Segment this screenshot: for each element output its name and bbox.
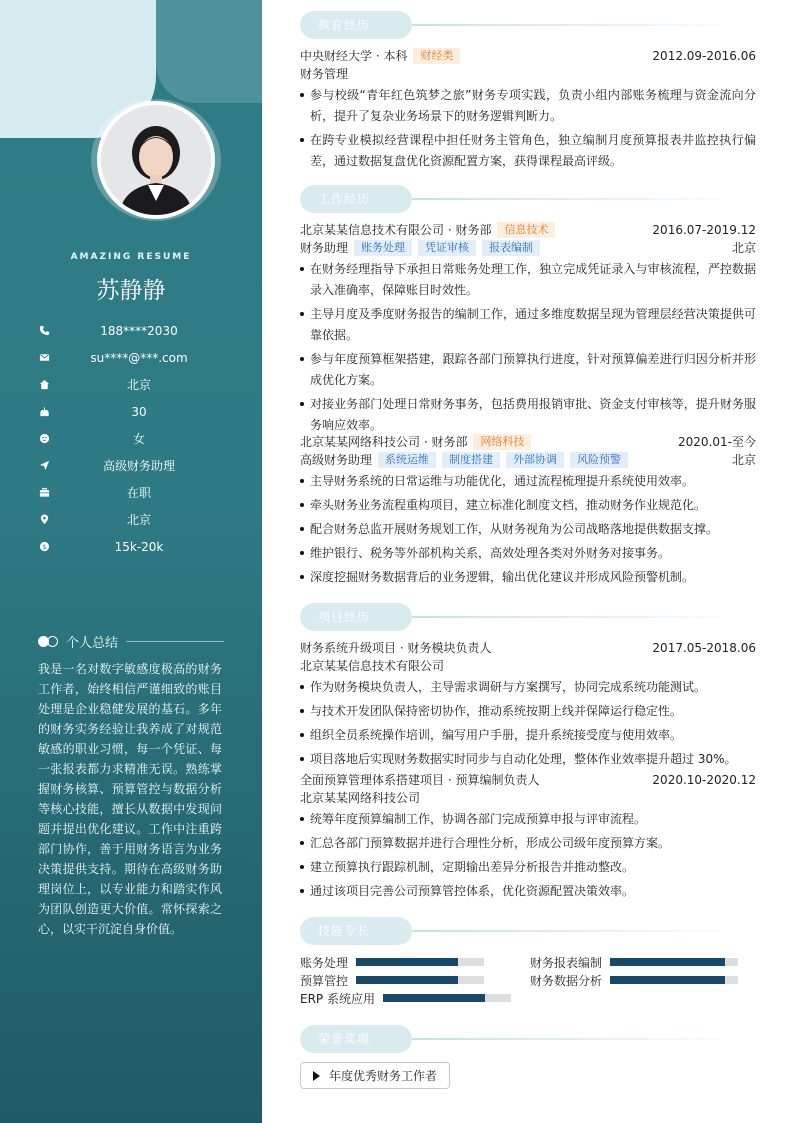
list-item: 统筹年度预算编制工作，协调各部门完成预算申报与评审流程。 — [300, 809, 756, 830]
skill-level-bar — [356, 976, 484, 984]
industry-tag: 信息技术 — [497, 222, 555, 238]
skill-level-bar — [383, 994, 511, 1002]
info-row-phone: 188****2030 — [38, 317, 228, 344]
skill-level-bar — [356, 958, 484, 966]
list-item: 在财务经理指导下承担日常账务处理工作，独立完成凭证录入与审核流程，严控数据录入准确率，保障账目时效性。 — [300, 259, 756, 301]
portrait-photo — [101, 105, 211, 215]
city: 北京 — [731, 453, 756, 467]
list-item: 牵头财务业务流程重构项目，建立标准化制度文档，推动财务作业规范化。 — [300, 495, 756, 516]
list-item: 建立预算执行跟踪机制，定期输出差异分析报告并推动整改。 — [300, 857, 756, 878]
skill-level-bar — [610, 958, 738, 966]
skill-tag: 风险预警 — [570, 452, 628, 468]
work-entry — [300, 221, 756, 439]
list-item: 参与校级“青年红色筑梦之旅”财务专项实践，负责小组内部账务梳理与资金流向分析，提升了复杂业务场景下的财务逻辑判断力。 — [300, 85, 756, 127]
work-entry — [300, 433, 756, 591]
project-title: 财务系统升级项目 · 财务模块负责人 — [300, 641, 492, 655]
skill-item — [300, 953, 484, 971]
list-item: 项目落地后实现财务数据实时同步与自动化处理，整体作业效率提升超过 30%。 — [300, 749, 756, 770]
list-item: 对接业务部门处理日常财务事务，包括费用报销审批、资金支付审核等，提升财务服务响应效率。 — [300, 394, 756, 436]
date-range: 2012.09-2016.06 — [652, 49, 756, 63]
divider — [126, 641, 224, 642]
cake-icon — [38, 406, 50, 418]
project-company: 北京某某网络科技公司 — [300, 791, 421, 805]
job-role: 高级财务助理 — [300, 453, 373, 467]
skill-tag: 报表编制 — [482, 240, 540, 256]
home-icon — [38, 379, 50, 391]
summary-text: 我是一名对数字敏感度极高的财务工作者，始终相信严谨细致的账目处理是企业稳健发展的基石。多年的财务实务经验让我养成了对规范敏感的职业习惯，每一个凭证、每一张报表都力求精准无误。熟练掌握财务核算、预算管控与数据分析等核心技能，擅长从数据中发现问题并提出优化建议。工作中注重跨部门协作，善于用财务语言为业务决策提供支持。期待在高级财务助理岗位上，以专业能力和踏实作风为团队创造更大价值。常怀探索之心，以实干沉淀自身价值。 — [38, 662, 222, 936]
skill-level-bar — [610, 976, 738, 984]
info-row-gender: 女 — [38, 425, 228, 452]
skill-item — [530, 953, 738, 971]
email-icon — [38, 352, 50, 364]
skill-level-fill — [610, 976, 725, 984]
resume-tagline: AMAZING RESUME — [70, 252, 192, 262]
list-item: 主导财务系统的日常运维与功能优化，通过流程梳理提升系统使用效率。 — [300, 471, 756, 492]
triangle-icon — [313, 1071, 320, 1081]
job-role: 财务助理 — [300, 241, 349, 255]
main-content — [300, 0, 756, 1123]
gender-icon — [38, 433, 50, 445]
info-row-status: 在职 — [38, 479, 228, 506]
list-item: 配合财务总监开展财务规划工作，从财务视角为公司战略落地提供数据支撑。 — [300, 519, 756, 540]
honor-label: 年度优秀财务工作者 — [329, 1069, 438, 1083]
skill-item — [300, 971, 484, 989]
honor-badge — [300, 1062, 450, 1089]
svg-text:$: $ — [41, 542, 47, 551]
money-icon — [38, 541, 50, 553]
list-item: 作为财务模块负责人，主导需求调研与方案撰写，协同完成系统功能测试。 — [300, 677, 756, 698]
bullet-list — [300, 259, 756, 436]
skill-tag: 制度搭建 — [442, 452, 500, 468]
skill-tag: 系统运维 — [378, 452, 436, 468]
list-item: 在跨专业模拟经营课程中担任财务主管角色，独立编制月度预算报表并监控执行偏差，通过数据复盘优化资源配置方案，获得课程最高评级。 — [300, 130, 756, 172]
industry-tag: 网络科技 — [473, 434, 531, 450]
skill-tag: 外部协调 — [506, 452, 564, 468]
skill-name: 预算管控 — [300, 973, 349, 988]
section-header-honors: 荣誉奖项 — [300, 1025, 756, 1053]
date-range: 2020.01-至今 — [678, 435, 756, 449]
city: 北京 — [731, 241, 756, 255]
bullet-list — [300, 677, 756, 770]
project-entry — [300, 639, 756, 773]
skill-name: 财务报表编制 — [530, 955, 603, 970]
company-name: 北京某某信息技术有限公司 · 财务部 — [300, 223, 492, 237]
phone-icon — [38, 325, 50, 337]
info-row-hometown: 北京 — [38, 371, 228, 398]
info-row-email: su****@***.com — [38, 344, 228, 371]
date-range: 2020.10-2020.12 — [652, 773, 756, 787]
skill-item — [530, 971, 738, 989]
date-range: 2016.07-2019.12 — [652, 223, 756, 237]
education-entry — [300, 47, 756, 175]
list-item: 组织全员系统操作培训，编写用户手册，提升系统接受度与使用效率。 — [300, 725, 756, 746]
skill-name: 账务处理 — [300, 955, 349, 970]
major: 财务管理 — [300, 67, 349, 81]
skill-level-fill — [610, 958, 725, 966]
location-pin-icon — [38, 514, 50, 526]
skill-tag: 凭证审核 — [418, 240, 476, 256]
bullet-list — [300, 809, 756, 902]
school-name: 中央财经大学 · 本科 — [300, 49, 408, 63]
skill-name: 财务数据分析 — [530, 973, 603, 988]
bullet-list — [300, 471, 756, 588]
bullet-list — [300, 85, 756, 172]
candidate-name: 苏静静 — [96, 278, 166, 304]
skill-tag: 账务处理 — [354, 240, 412, 256]
dots-icon — [38, 635, 60, 647]
section-header-project: 项目经历 — [300, 603, 756, 631]
list-item: 参与年度预算框架搭建，跟踪各部门预算执行进度，针对预算偏差进行归因分析并形成优化方案。 — [300, 349, 756, 391]
category-tag: 财经类 — [413, 48, 460, 64]
list-item: 深度挖掘财务数据背后的业务逻辑，输出优化建议并形成风险预警机制。 — [300, 567, 756, 588]
list-item: 汇总各部门预算数据并进行合理性分析，形成公司级年度预算方案。 — [300, 833, 756, 854]
skill-level-fill — [383, 994, 485, 1002]
list-item: 与技术开发团队保持密切协作，推动系统按期上线并保障运行稳定性。 — [300, 701, 756, 722]
company-name: 北京某某网络科技公司 · 财务部 — [300, 435, 468, 449]
section-header-skills: 技能专长 — [300, 917, 756, 945]
date-range: 2017.05-2018.06 — [652, 641, 756, 655]
info-row-salary: $ 15k-20k — [38, 533, 228, 560]
list-item: 通过该项目完善公司预算管控体系，优化资源配置决策效率。 — [300, 881, 756, 902]
avatar — [97, 101, 215, 219]
send-icon — [38, 460, 50, 472]
project-entry — [300, 771, 756, 905]
decorative-shape — [156, 0, 262, 103]
skill-level-fill — [356, 958, 458, 966]
briefcase-icon — [38, 487, 50, 499]
skill-item — [300, 989, 511, 1007]
sidebar — [0, 0, 262, 1123]
info-row-location: 北京 — [38, 506, 228, 533]
section-header-education: 教育经历 — [300, 11, 756, 39]
skill-level-fill — [356, 976, 458, 984]
summary-header — [38, 632, 224, 650]
list-item: 维护银行、税务等外部机构关系，高效处理各类对外财务对接事务。 — [300, 543, 756, 564]
project-title: 全面预算管理体系搭建项目 · 预算编制负责人 — [300, 773, 540, 787]
section-header-work: 工作经历 — [300, 185, 756, 213]
list-item: 主导月度及季度财务报告的编制工作，通过多维度数据呈现为管理层经营决策提供可靠依据。 — [300, 304, 756, 346]
skill-name: ERP 系统应用 — [300, 991, 375, 1006]
contact-info-list — [38, 317, 228, 560]
info-row-age: 30 — [38, 398, 228, 425]
summary-title: 个人总结 — [66, 635, 119, 651]
info-row-position: 高级财务助理 — [38, 452, 228, 479]
project-company: 北京某某信息技术有限公司 — [300, 659, 445, 673]
